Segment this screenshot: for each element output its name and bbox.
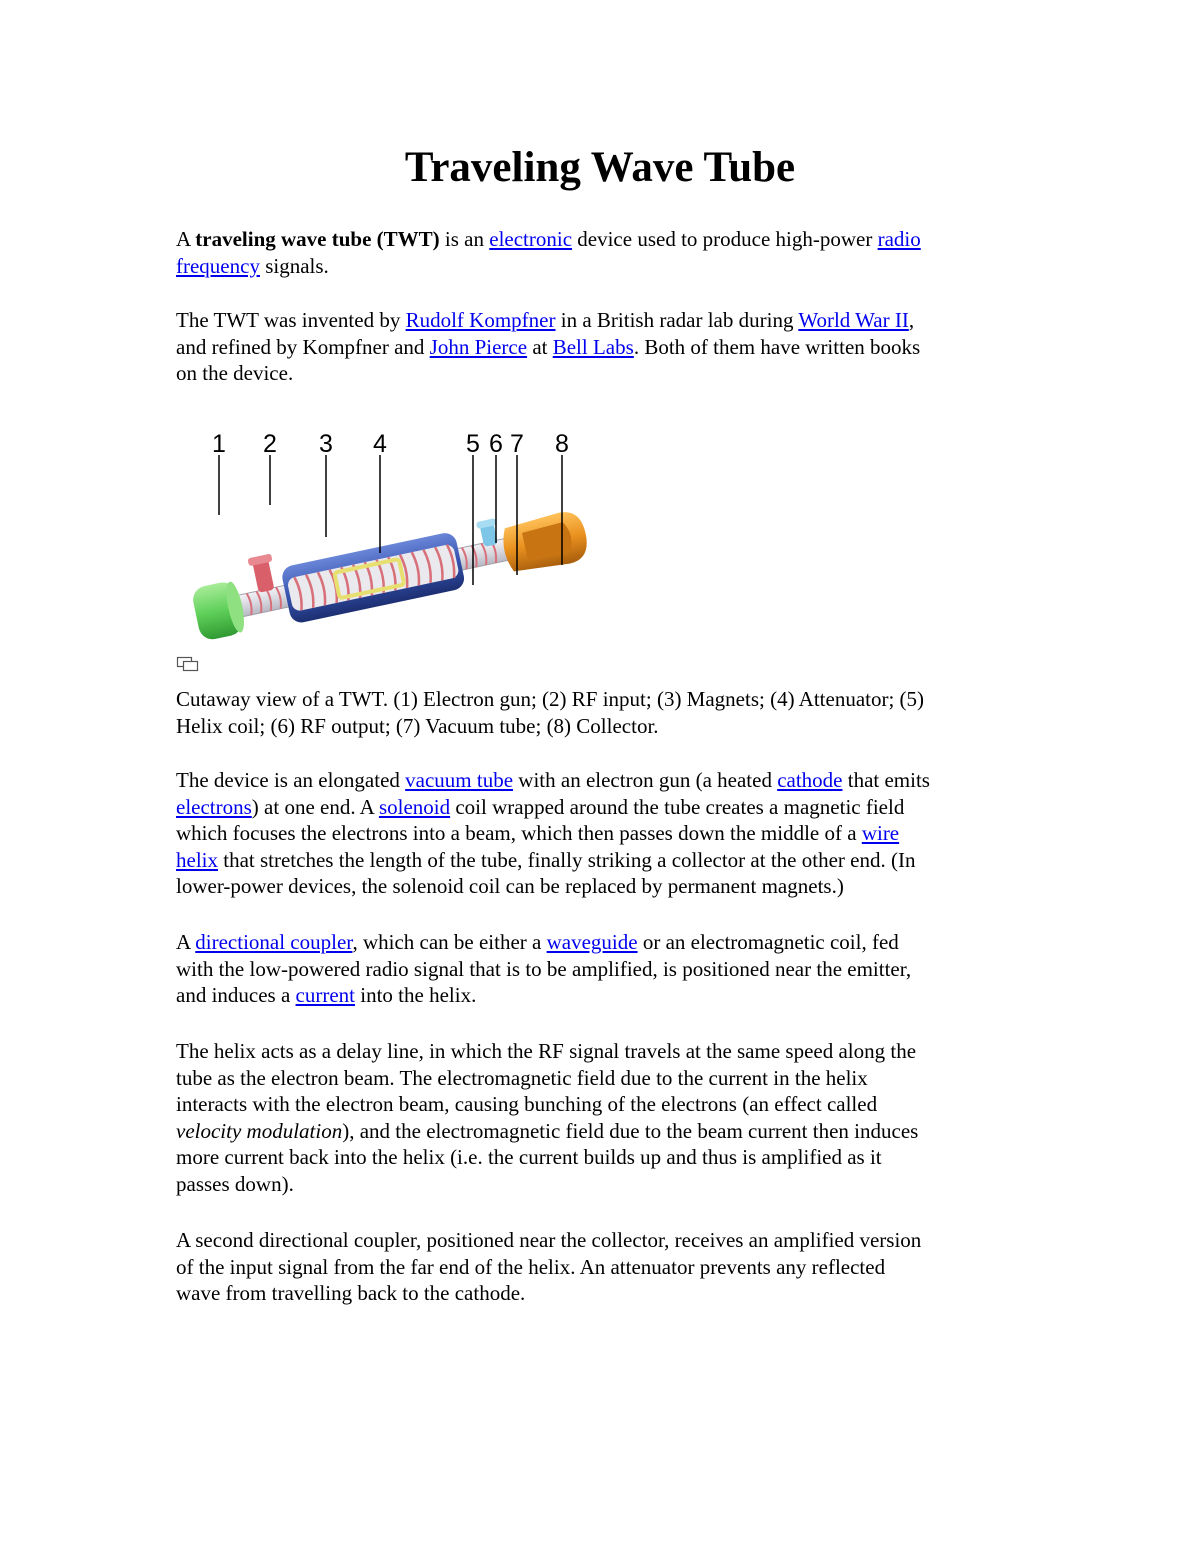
text: is an	[439, 227, 490, 251]
text: device used to produce high-power	[572, 227, 878, 251]
text: at	[527, 334, 553, 359]
intro-paragraph	[176, 226, 1026, 279]
text: , which can be either a	[352, 930, 547, 954]
label-7: 7	[510, 430, 524, 458]
label-1: 1	[212, 430, 226, 458]
label-5: 5	[466, 430, 480, 458]
text: or an electromagnetic coil, fed	[637, 930, 899, 954]
text: lower-power devices, the solenoid coil can be replaced by permanent magnets.)	[176, 874, 844, 898]
italic-term: velocity modulation	[176, 1118, 343, 1143]
text: A	[176, 930, 196, 954]
text: The TWT was invented by	[176, 308, 406, 332]
text: The device is an elongated	[176, 768, 406, 792]
text: passes down).	[176, 1171, 294, 1196]
bold-term: traveling wave tube (TWT)	[195, 227, 440, 251]
label-6: 6	[489, 430, 503, 458]
history-paragraph	[176, 307, 1026, 387]
coupler-paragraph	[176, 929, 1026, 1009]
text: into the helix.	[355, 983, 477, 1007]
text: with an electron gun (a heated	[513, 768, 778, 792]
link-radio-frequency-cont[interactable]: frequency	[176, 253, 260, 278]
label-4: 4	[373, 430, 387, 458]
link-world-war-ii[interactable]: World War II	[798, 308, 909, 332]
link-bell-labs[interactable]: Bell Labs	[552, 334, 634, 359]
text: with the low-powered radio signal that is to be amplified, is positioned near the emitter,	[176, 956, 912, 981]
text: ) at one end. A	[251, 794, 379, 819]
text: more current back into the helix (i.e. the current builds up and thus is amplified as it	[176, 1145, 882, 1169]
text: tube as the electron beam. The electromagnetic field due to the current in the helix	[176, 1065, 868, 1090]
text: in a British radar lab during	[555, 308, 799, 332]
text: interacts with the electron beam, causing bunching of the electrons (an effect called	[176, 1092, 878, 1116]
second-coupler-paragraph	[176, 1227, 1026, 1307]
figure-caption	[176, 686, 1026, 739]
text: and refined by Kompfner and	[176, 334, 430, 359]
text: ,	[908, 308, 915, 332]
text: signals.	[259, 253, 329, 278]
text: and induces a	[176, 983, 296, 1007]
link-electrons[interactable]: electrons	[176, 794, 252, 819]
link-cathode[interactable]: cathode	[777, 768, 843, 792]
link-john-pierce[interactable]: John Pierce	[429, 334, 528, 359]
link-wire-helix[interactable]: wire	[861, 821, 900, 845]
link-solenoid[interactable]: solenoid	[378, 794, 451, 819]
text: which focuses the electrons into a beam, which then passes down the middle of a	[176, 821, 862, 845]
label-2: 2	[263, 430, 277, 458]
text: wave from travelling back to the cathode.	[176, 1281, 526, 1305]
label-8: 8	[555, 430, 569, 458]
link-vacuum-tube[interactable]: vacuum tube	[405, 768, 514, 792]
caption-line-1: Cutaway view of a TWT. (1) Electron gun; (2) RF input; (3) Magnets; (4) Attenuator; (5)	[176, 687, 925, 711]
twt-cutaway-figure[interactable]	[176, 425, 606, 650]
link-rudolf-kompfner[interactable]: Rudolf Kompfner	[405, 308, 556, 332]
helix-paragraph	[176, 1038, 1026, 1197]
enlarge-icon[interactable]	[176, 656, 200, 672]
link-directional-coupler[interactable]: directional coupler	[195, 930, 353, 954]
caption-line-2: Helix coil; (6) RF output; (7) Vacuum tube; (8) Collector.	[176, 713, 659, 738]
text: that stretches the length of the tube, finally striking a collector at the other end. (In	[218, 847, 916, 872]
label-3: 3	[319, 430, 333, 458]
text: ), and the electromagnetic field due to the beam current then induces	[342, 1118, 919, 1143]
page-title: Traveling Wave Tube	[404, 144, 796, 191]
text: A	[176, 227, 196, 251]
link-wire-helix-cont[interactable]: helix	[176, 847, 218, 872]
text: on the device.	[176, 361, 294, 385]
link-electronic[interactable]: electronic	[489, 227, 573, 251]
link-waveguide[interactable]: waveguide	[546, 930, 638, 954]
device-paragraph	[176, 767, 1026, 900]
text: of the input signal from the far end of the helix. An attenuator prevents any reflected	[176, 1254, 886, 1279]
text: coil wrapped around the tube creates a magnetic field	[450, 794, 905, 819]
text: The helix acts as a delay line, in which the RF signal travels at the same speed along the	[176, 1039, 917, 1063]
link-radio-frequency[interactable]: radio	[877, 227, 921, 251]
text: . Both of them have written books	[633, 334, 921, 359]
text: that emits	[842, 768, 930, 792]
link-current[interactable]: current	[295, 983, 356, 1007]
text: A second directional coupler, positioned near the collector, receives an amplified version	[176, 1228, 922, 1252]
